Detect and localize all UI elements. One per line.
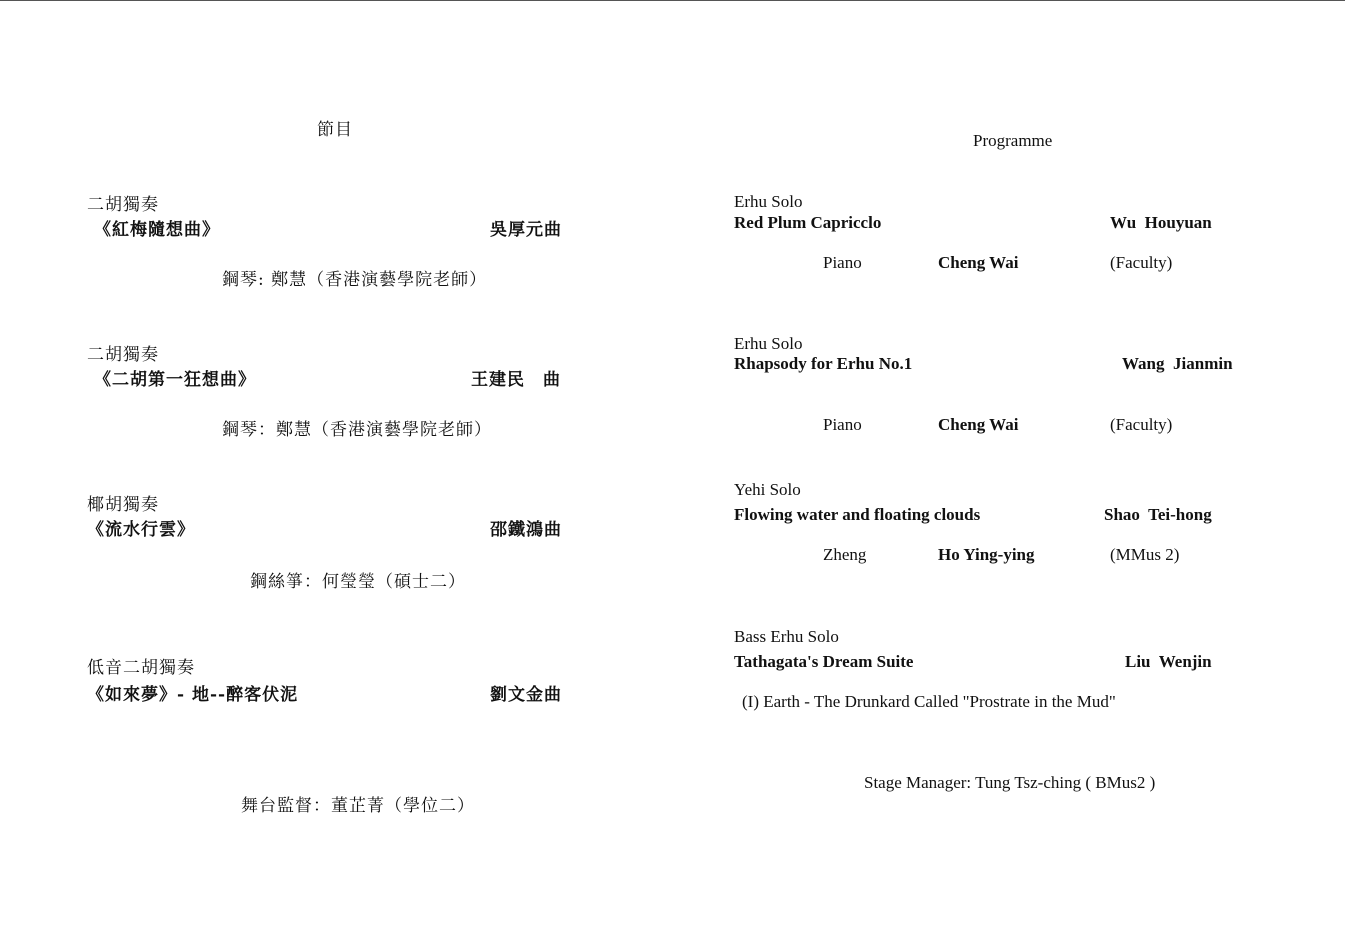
item-composer: Wang Jianmin — [1122, 354, 1233, 373]
item-category: Bass Erhu Solo — [734, 627, 839, 646]
item-work-title: Red Plum Capricclo — [734, 213, 882, 232]
item-composer: Shao Tei-hong — [1104, 505, 1212, 524]
item-category: Erhu Solo — [734, 334, 803, 353]
item-work-title: Rhapsody for Erhu No.1 — [734, 354, 913, 373]
item-work-title: 《二胡第一狂想曲》 — [94, 370, 256, 390]
top-border-line — [0, 0, 1345, 1]
item-category: Erhu Solo — [734, 192, 803, 211]
item-work-title: 《如來夢》- 地--醉客伏泥 — [87, 685, 299, 705]
item-performer: Cheng Wai — [938, 253, 1019, 272]
item-work-title: 《紅梅隨想曲》 — [94, 220, 220, 240]
stage-manager-english: Stage Manager: Tung Tsz-ching ( BMus2 ) — [864, 773, 1156, 792]
item-category: 二胡獨奏 — [87, 345, 159, 365]
item-accompaniment: 鋼琴: 鄭慧（香港演藝學院老師） — [222, 270, 488, 290]
item-instrument: Zheng — [823, 545, 867, 564]
item-instrument: Piano — [823, 415, 862, 434]
page-title-chinese: 節目 — [317, 120, 353, 140]
item-composer: 邵鐵鴻曲 — [490, 520, 562, 540]
item-category: 椰胡獨奏 — [87, 495, 159, 515]
item-work-title: Flowing water and floating clouds — [734, 505, 981, 524]
item-work-title: 《流水行雲》 — [87, 520, 195, 540]
item-category: Yehi Solo — [734, 480, 801, 499]
item-performer-note: (Faculty) — [1110, 253, 1173, 272]
item-composer: 吳厚元曲 — [490, 220, 562, 240]
item-category: 二胡獨奏 — [87, 195, 159, 215]
item-work-title: Tathagata's Dream Suite — [734, 652, 914, 671]
item-performer-note: (Faculty) — [1110, 415, 1173, 434]
stage-manager-chinese: 舞台監督：董芷菁（學位二） — [241, 796, 475, 816]
item-composer: Liu Wenjin — [1125, 652, 1212, 671]
item-composer: 王建民 曲 — [471, 370, 561, 390]
item-performer: Cheng Wai — [938, 415, 1019, 434]
page-title-english: Programme — [973, 131, 1053, 150]
item-accompaniment: 鋼琴：鄭慧（香港演藝學院老師） — [222, 420, 492, 440]
item-composer: Wu Houyuan — [1110, 213, 1212, 232]
item-movement: (I) Earth - The Drunkard Called "Prostrate in the Mud" — [742, 692, 1116, 711]
item-performer: Ho Ying-ying — [938, 545, 1035, 564]
item-category: 低音二胡獨奏 — [87, 658, 195, 678]
item-accompaniment: 鋼絲箏：何瑩瑩（碩士二） — [250, 572, 466, 592]
item-instrument: Piano — [823, 253, 862, 272]
item-composer: 劉文金曲 — [490, 685, 562, 705]
item-performer-note: (MMus 2) — [1110, 545, 1180, 564]
